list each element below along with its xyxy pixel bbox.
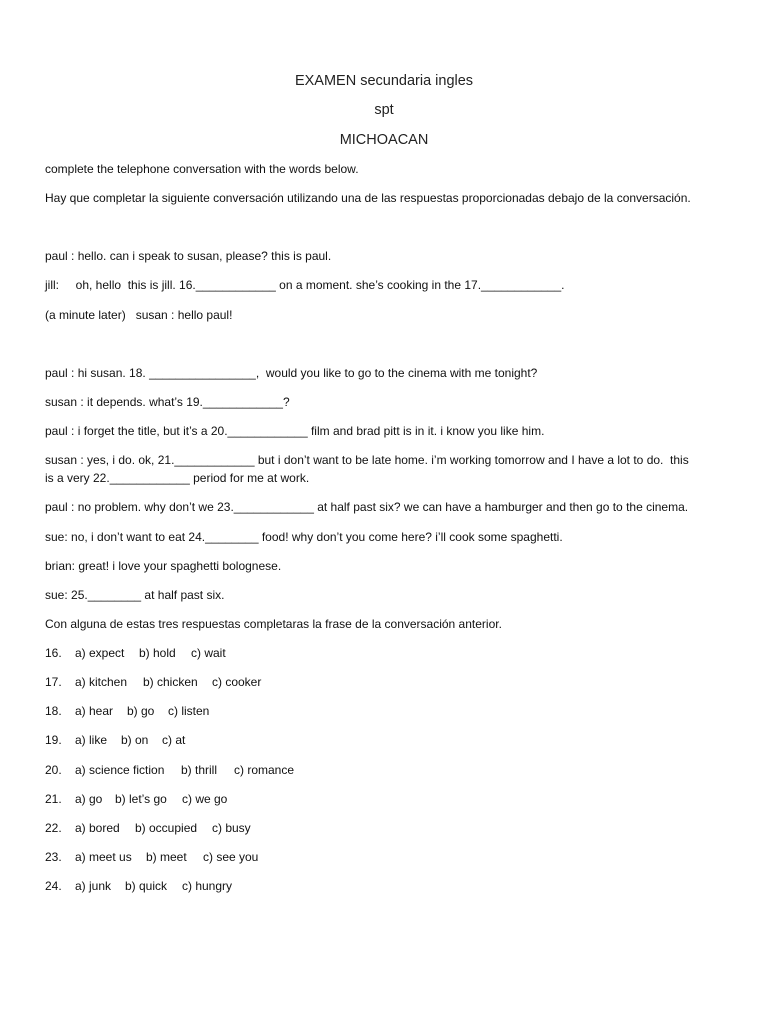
question-number: 20. xyxy=(45,763,62,777)
question-number: 17. xyxy=(45,675,62,689)
option-c: c) listen xyxy=(168,704,210,718)
question-number: 16. xyxy=(45,646,62,660)
conversation-line: paul : hello. can i speak to susan, please? this is paul. xyxy=(45,249,332,263)
conversation-line: (a minute later) susan : hello paul! xyxy=(45,308,233,322)
option-c: c) romance xyxy=(234,763,295,777)
option-b: b) occupied xyxy=(135,821,198,835)
exam-subtitle: spt xyxy=(374,102,394,118)
option-c: c) cooker xyxy=(212,675,262,689)
conversation-line: paul : no problem. why don’t we 23.____________ at half past six? we can have a hamburger and then go to the cinema. xyxy=(45,500,689,514)
option-b: b) chicken xyxy=(143,675,198,689)
conversation-line: paul : i forget the title, but it’s a 20.____________ film and brad pitt is in it. i know you like him. xyxy=(45,424,545,438)
question-number: 23. xyxy=(45,850,62,864)
conversation-line: is a very 22.____________ period for me at work. xyxy=(45,471,310,485)
option-a: a) go xyxy=(75,792,103,806)
option-a: a) kitchen xyxy=(75,675,128,689)
question-number: 21. xyxy=(45,792,62,806)
conversation-line: sue: 25.________ at half past six. xyxy=(45,588,225,602)
option-c: c) busy xyxy=(212,821,251,835)
conversation-line: brian: great! i love your spaghetti bolognese. xyxy=(45,559,282,573)
conversation-line: paul : hi susan. 18. ________________, would you like to go to the cinema with me tonight? xyxy=(45,366,538,380)
option-b: b) let’s go xyxy=(115,792,167,806)
option-c: c) we go xyxy=(182,792,228,806)
conversation-line: jill: oh, hello this is jill. 16.____________ on a moment. she’s cooking in the 17.____________. xyxy=(45,278,565,292)
instruction-spanish: Hay que completar la siguiente conversación utilizando una de las respuestas proporcionadas debajo de la conversación. xyxy=(45,191,691,205)
option-a: a) junk xyxy=(75,879,112,893)
option-a: a) bored xyxy=(75,821,120,835)
option-a: a) like xyxy=(75,733,108,747)
instruction-english: complete the telephone conversation with the words below. xyxy=(45,162,359,176)
option-c: c) hungry xyxy=(182,879,233,893)
option-b: b) on xyxy=(121,733,149,747)
conversation-line: susan : it depends. what’s 19.____________? xyxy=(45,395,290,409)
option-a: a) science fiction xyxy=(75,763,165,777)
question-number: 19. xyxy=(45,733,62,747)
option-b: b) quick xyxy=(125,879,168,893)
option-b: b) hold xyxy=(139,646,176,660)
question-number: 22. xyxy=(45,821,62,835)
option-b: b) meet xyxy=(146,850,187,864)
conversation-line: susan : yes, i do. ok, 21.____________ but i don’t want to be late home. i’m working tomorrow and I have a lot to do. this xyxy=(45,453,689,467)
option-c: c) see you xyxy=(203,850,259,864)
question-number: 18. xyxy=(45,704,62,718)
option-c: c) at xyxy=(162,733,186,747)
option-b: b) go xyxy=(127,704,155,718)
option-a: a) meet us xyxy=(75,850,132,864)
option-b: b) thrill xyxy=(181,763,218,777)
options-intro: Con alguna de estas tres respuestas completaras la frase de la conversación anterior. xyxy=(45,617,502,631)
option-a: a) expect xyxy=(75,646,125,660)
option-c: c) wait xyxy=(191,646,226,660)
exam-title: EXAMEN secundaria ingles xyxy=(294,73,474,89)
exam-region: MICHOACAN xyxy=(339,132,429,148)
option-a: a) hear xyxy=(75,704,114,718)
conversation-line: sue: no, i don’t want to eat 24.________ food! why don’t you come here? i’ll cook some spaghetti. xyxy=(45,530,563,544)
question-number: 24. xyxy=(45,879,62,893)
